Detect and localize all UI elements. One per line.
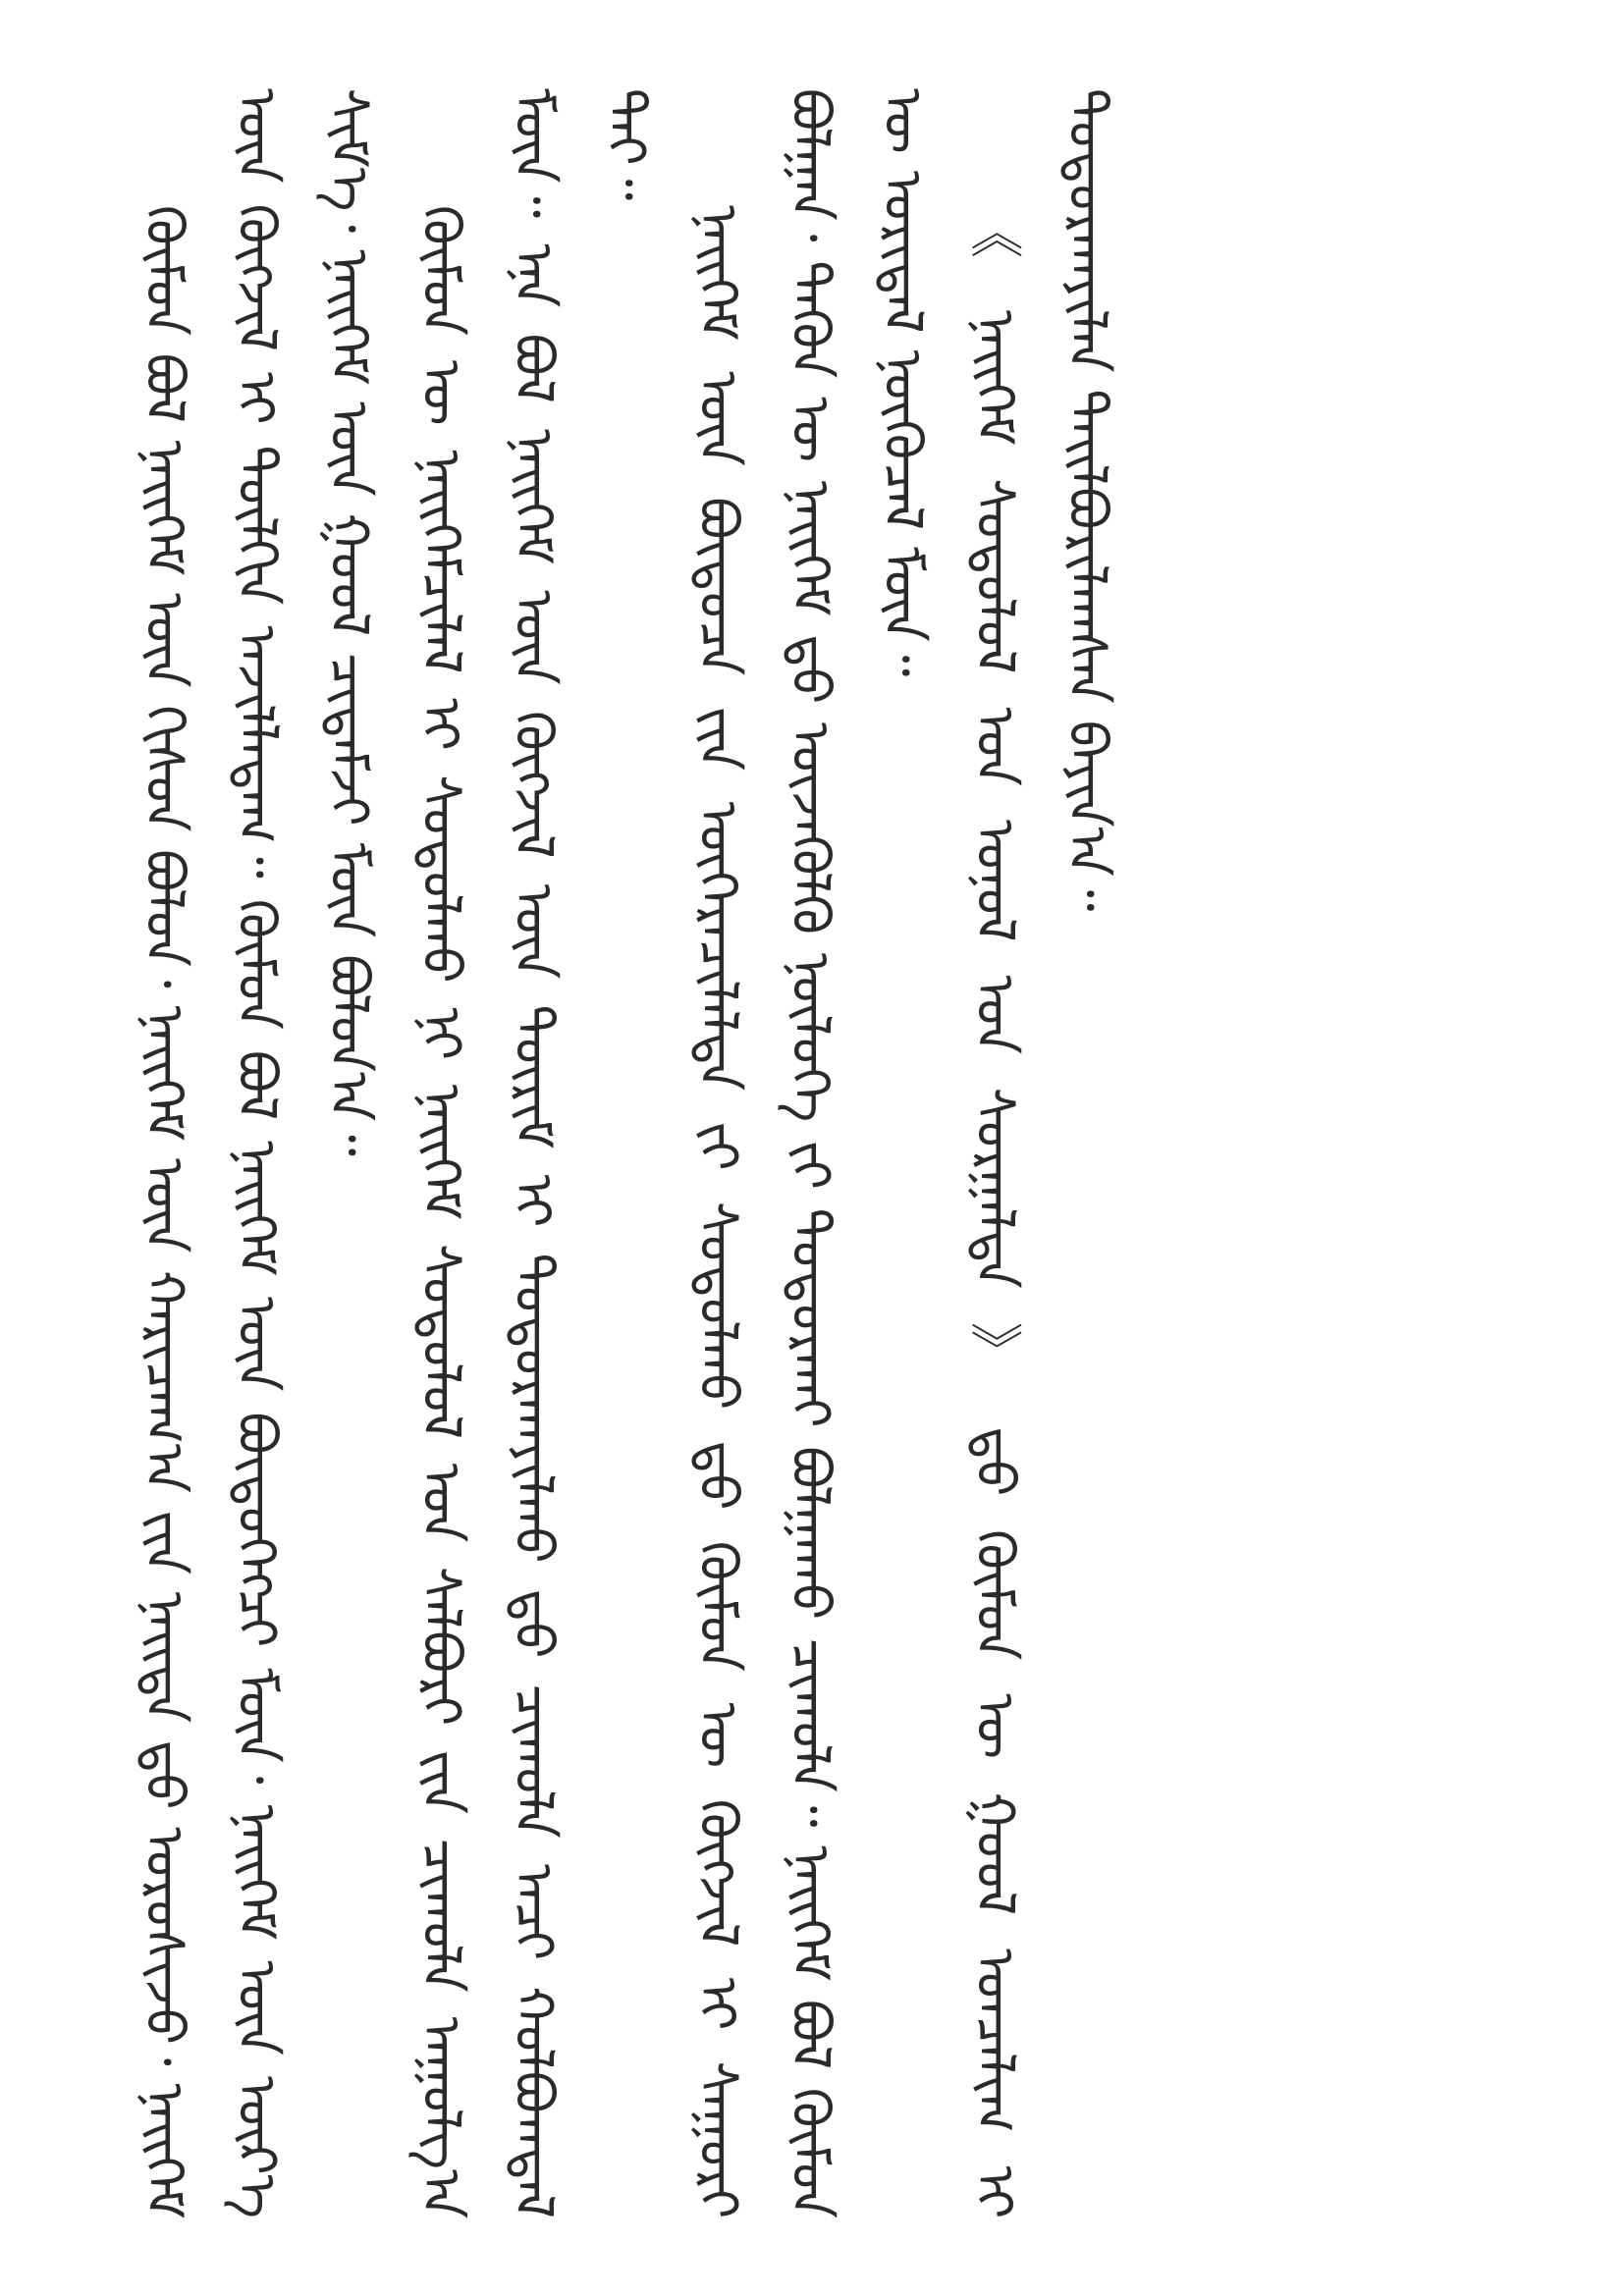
mongolian-text-body [118,88,1512,2218]
paragraph-1: ᠬᠦᠮᠦᠨ ᠪᠣᠯ ᠨᠡᠢᠭᠡᠮ ᠦᠨ ᠭᠢᠰᠦᠨ ᠪᠣᠯᠤᠨ᠂ ᠨᠡᠢᠭᠡᠮ ᠦᠨ ᠬᠠᠷᠢᠴᠠᠭ᠎ᠠ ᠶ᠋ᠢᠨ ᠨᠡᠢᠲᠡ ᠳ᠋ᠦ ᠣᠷᠣᠰᠢᠵᠤ᠂ ᠨᠡᠢᠭᠡᠮ ᠦᠨ ᠬᠦᠭᠵᠢᠯ ᠢ ᠲᠦᠯᠬᠢᠨ ᠠᠵᠢᠯᠯᠠᠳᠠᠭ᠃ ᠬᠦᠮᠦᠨ ᠪᠣᠯ ᠨᠡᠢᠭᠡᠮ ᠦᠨ ᠪᠦᠲᠦᠭᠡᠭᠴᠢ ᠮᠥᠨ᠂ ᠨᠡᠢᠭᠡᠮ ᠦᠨ ᠦᠷ᠎ᠡ ᠰᠢᠮ᠎ᠡ᠂ ᠨᠡᠢᠭᠡᠮ ᠦᠨ ᠭᠣᠣᠯ ᠴᠢᠳᠠᠮᠵᠢ ᠮᠥᠨ ᠪᠣᠯᠤᠨ᠎ᠠ᠃ [134,88,380,2218]
paragraph-4: 《 ᠨᠡᠢᠭᠡᠮ ᠰᠤᠳᠤᠯᠤᠯ ᠤᠨ ᠣᠨᠣᠯ ᠤᠨ ᠰᠤᠷᠭᠠᠯᠲᠠ 》 ᠳ᠋ᠤ ᠬᠦᠮᠦᠨ ᠦ ᠭᠣᠣᠯ ᠣᠨᠴᠠᠯᠢᠭ ᠢ ᠲᠣᠳᠣᠷᠬᠠᠶᠢᠯᠠᠨ ᠲᠠᠢᠯᠪᠤᠷᠢᠯᠠᠭᠰᠠᠨ ᠪᠠᠶᠢᠨ᠎ᠠ᠃ [964,88,1118,2218]
paragraph-2: ᠬᠦᠮᠦᠨ ᠦ ᠨᠡᠢᠭᠡᠮᠴᠢᠯᠡᠯ ᠢ ᠰᠤᠳᠤᠯᠬᠤ ᠨᠢ ᠨᠡᠢᠭᠡᠮ ᠰᠤᠳᠤᠯᠤᠯ ᠤᠨ ᠰᠠᠯᠪᠤᠷᠢ ᠶ᠋ᠢᠨ ᠴᠢᠬᠤᠯᠠ ᠠᠭᠤᠯᠭ᠎ᠠ ᠮᠥᠨ᠃ ᠡᠨᠡ ᠪᠣᠯ ᠨᠡᠢᠭᠡᠮ ᠦᠨ ᠬᠥᠭᠵᠢᠯ ᠦᠨ ᠳᠦᠷᠢᠮ ᠢ ᠲᠣᠳᠣᠷᠬᠠᠶᠢᠯᠬᠤ ᠳ᠋ᠤ ᠴᠢᠬᠤᠯᠠ ᠠᠴᠢ ᠬᠣᠯᠪᠣᠭᠳᠠᠯ ᠲᠠᠢ᠃ [410,88,657,2218]
paragraph-3: ᠨᠡᠢᠭᠡᠮ ᠦᠨ ᠪᠦᠲᠦᠴᠡ ᠶ᠋ᠢᠨ ᠥᠭᠡᠷᠡᠴᠢᠯᠡᠯᠲᠡ ᠶ᠋ᠢ ᠰᠤᠳᠤᠯᠬᠤ ᠳ᠋ᠤ ᠬᠦᠮᠦᠨ ᠦ ᠬᠥᠭᠵᠢᠯ ᠢ ᠰᠠᠭᠤᠷᠢ ᠪᠣᠯᠭᠠᠨ᠂ ᠲᠡᠭᠦᠨ ᠦ ᠨᠡᠢᠭᠡᠮ ᠳ᠋ᠤ ᠦᠵᠡᠭᠦᠯᠬᠦ ᠨᠥᠯᠦᠭᠡ ᠶ᠋ᠢ ᠲᠣᠳᠣᠷᠬᠠᠢ ᠪᠣᠯᠭᠠᠬᠤ ᠴᠢᠬᠤᠯᠠ᠃ ᠨᠡᠢᠭᠡᠮ ᠪᠣᠯ ᠬᠦᠮᠦᠨ ᠦ ᠤᠷᠢᠳᠠᠯ ᠨᠥᠬᠦᠴᠡᠯ ᠮᠥᠨ᠃ [687,88,934,2218]
